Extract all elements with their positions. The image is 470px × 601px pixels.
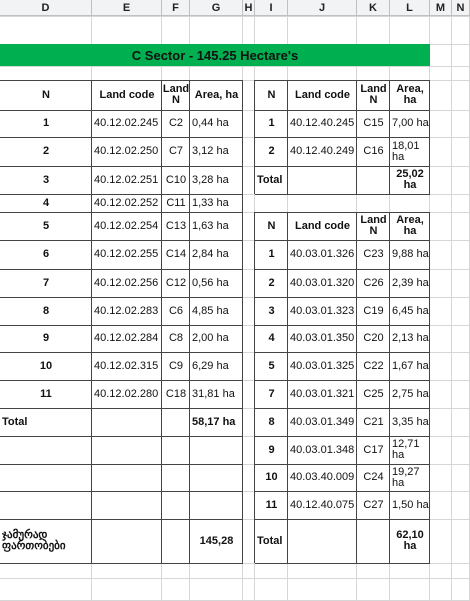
area-cell[interactable]: 2,00 ha xyxy=(192,332,229,344)
table-border xyxy=(255,137,430,138)
column-header-e[interactable]: E xyxy=(92,0,162,16)
table-border xyxy=(0,137,243,138)
total-label[interactable]: Total xyxy=(257,173,283,186)
grid-vline xyxy=(451,16,452,600)
land-n-cell[interactable]: C27 xyxy=(363,498,384,511)
area-cell[interactable]: 19,27 ha xyxy=(392,465,420,489)
land-code-cell[interactable]: 40.12.02.255 xyxy=(94,248,159,260)
table-border xyxy=(429,80,430,194)
table-border xyxy=(255,80,430,81)
area-cell[interactable]: 2,84 ha xyxy=(192,248,229,260)
land-n-cell[interactable]: C24 xyxy=(363,471,384,483)
header-land-code[interactable]: Land code xyxy=(294,219,350,232)
table-border xyxy=(255,110,430,111)
land-n-cell[interactable]: C18 xyxy=(165,387,187,400)
land-code-cell[interactable]: 40.12.02.254 xyxy=(94,219,159,232)
column-header-h[interactable]: H xyxy=(243,0,255,16)
land-code-cell[interactable]: 40.03.40.009 xyxy=(290,471,355,483)
table-border xyxy=(0,436,243,437)
land-code-cell[interactable]: 40.03.01.325 xyxy=(290,359,355,372)
land-n-cell[interactable]: C11 xyxy=(166,196,186,209)
area-cell[interactable]: 18,01 ha xyxy=(392,139,420,163)
area-cell[interactable]: 6,45 ha xyxy=(392,304,429,317)
table-border xyxy=(0,519,243,520)
row-n[interactable]: 8 xyxy=(268,415,275,428)
row-n[interactable]: 10 xyxy=(265,471,278,483)
header-land-n[interactable]: Land N xyxy=(360,214,387,237)
column-header-n[interactable]: N xyxy=(452,0,470,16)
column-header-d[interactable]: D xyxy=(0,0,92,16)
table-border xyxy=(0,80,243,81)
area-cell[interactable]: 2,39 ha xyxy=(392,276,429,289)
table-border xyxy=(255,408,430,409)
table-border xyxy=(255,519,430,520)
land-code-cell[interactable]: 40.12.40.249 xyxy=(290,145,355,157)
row-n[interactable]: 1 xyxy=(42,117,50,129)
land-n-cell[interactable]: C9 xyxy=(168,359,184,372)
total-label[interactable]: Total xyxy=(2,415,28,428)
land-code-cell[interactable]: 40.12.40.245 xyxy=(290,117,355,129)
row-n[interactable]: 2 xyxy=(268,276,275,289)
land-n-cell[interactable]: C14 xyxy=(165,248,187,260)
table-border xyxy=(91,80,92,563)
area-cell[interactable]: 3,35 ha xyxy=(392,415,429,428)
row-n[interactable]: 9 xyxy=(268,443,275,456)
land-code-cell[interactable]: 40.03.01.321 xyxy=(290,387,355,400)
area-cell[interactable]: 6,29 ha xyxy=(192,359,229,372)
land-n-cell[interactable]: C22 xyxy=(363,359,384,372)
total-value[interactable]: 58,17 ha xyxy=(192,415,236,428)
row-n[interactable]: 10 xyxy=(39,359,53,372)
table-border xyxy=(255,240,430,241)
grand-total-label[interactable]: ჯამურად ფართობები xyxy=(2,529,66,552)
row-n[interactable]: 11 xyxy=(40,387,52,400)
table-border xyxy=(429,212,430,563)
table-border xyxy=(255,563,430,564)
table-border xyxy=(287,212,288,563)
land-code-cell[interactable]: 40.12.02.283 xyxy=(94,304,159,317)
row-n[interactable]: 4 xyxy=(268,332,275,344)
table-border xyxy=(0,563,243,564)
header-n[interactable]: N xyxy=(267,88,276,101)
grid-hline xyxy=(0,66,470,67)
table-border xyxy=(242,80,243,563)
land-code-cell[interactable]: 40.03.01.349 xyxy=(290,415,355,428)
header-land-code[interactable]: Land code xyxy=(99,88,155,101)
area-cell[interactable]: 12,71 ha xyxy=(392,438,420,461)
row-n[interactable]: 11 xyxy=(265,498,278,511)
table-border xyxy=(0,380,243,381)
row-n[interactable]: 2 xyxy=(268,145,275,157)
header-land-n[interactable]: Land N xyxy=(162,83,190,106)
table-border xyxy=(255,325,430,326)
area-cell[interactable]: 3,12 ha xyxy=(192,145,229,157)
table-border xyxy=(0,408,243,409)
land-n-cell[interactable]: C8 xyxy=(168,332,184,344)
land-code-cell[interactable]: 40.03.01.348 xyxy=(290,443,355,456)
table-border xyxy=(0,194,243,195)
area-cell[interactable]: 3,28 ha xyxy=(192,173,229,186)
header-land-code[interactable]: Land code xyxy=(294,88,350,101)
land-n-cell[interactable]: C15 xyxy=(363,117,384,129)
column-header-m[interactable]: M xyxy=(430,0,452,16)
header-n[interactable]: N xyxy=(267,219,276,232)
area-cell[interactable]: 9,88 ha xyxy=(392,248,429,260)
table-border xyxy=(0,297,243,298)
table-border xyxy=(189,80,190,563)
row-n[interactable]: 2 xyxy=(42,145,50,157)
row-n[interactable]: 3 xyxy=(268,304,275,317)
table-border xyxy=(254,80,255,194)
land-n-cell[interactable]: C2 xyxy=(168,117,184,129)
land-n-cell[interactable]: C13 xyxy=(165,219,187,232)
table-border xyxy=(255,352,430,353)
row-n[interactable]: 7 xyxy=(42,276,50,289)
land-code-cell[interactable]: 40.12.02.245 xyxy=(94,117,159,129)
column-header-l[interactable]: L xyxy=(390,0,430,16)
table-border xyxy=(356,212,357,563)
table-border xyxy=(255,212,430,213)
land-n-cell[interactable]: C6 xyxy=(168,304,184,317)
row-n[interactable]: 1 xyxy=(268,117,275,129)
table-border xyxy=(389,212,390,563)
table-border xyxy=(389,80,390,194)
row-n[interactable]: 4 xyxy=(42,196,50,209)
area-cell[interactable]: 1,63 ha xyxy=(192,219,229,232)
land-code-cell[interactable]: 40.12.02.284 xyxy=(94,332,159,344)
table-border xyxy=(255,194,430,195)
area-cell[interactable]: 0,44 ha xyxy=(192,117,229,129)
land-code-cell[interactable]: 40.12.02.280 xyxy=(94,387,159,400)
column-header-j[interactable]: J xyxy=(288,0,357,16)
sector-banner[interactable]: C Sector - 145.25 Hectare's xyxy=(0,44,430,66)
area-cell[interactable]: 2,13 ha xyxy=(392,332,429,344)
column-header-i[interactable]: I xyxy=(255,0,288,16)
row-n[interactable]: 5 xyxy=(268,359,275,372)
land-code-cell[interactable]: 40.12.40.075 xyxy=(290,498,355,511)
land-code-cell[interactable]: 40.03.01.350 xyxy=(290,332,355,344)
row-n[interactable]: 9 xyxy=(42,332,50,344)
land-code-cell[interactable]: 40.12.02.315 xyxy=(94,359,159,372)
column-header-g[interactable]: G xyxy=(190,0,243,16)
land-n-cell[interactable]: C21 xyxy=(363,415,384,428)
total-value[interactable]: 25,02 ha xyxy=(396,168,424,191)
row-n[interactable]: 8 xyxy=(42,304,50,317)
land-n-cell[interactable]: C20 xyxy=(363,332,384,344)
land-n-cell[interactable]: C23 xyxy=(363,248,384,260)
land-n-cell[interactable]: C7 xyxy=(168,145,184,157)
table-border xyxy=(255,380,430,381)
table-border xyxy=(287,80,288,194)
land-n-cell[interactable]: C10 xyxy=(165,173,187,186)
table-border xyxy=(0,352,243,353)
row-n[interactable]: 1 xyxy=(268,248,275,260)
land-n-cell[interactable]: C25 xyxy=(363,387,384,400)
table-border xyxy=(0,212,243,213)
land-n-cell[interactable]: C17 xyxy=(363,443,384,456)
row-n[interactable]: 7 xyxy=(268,387,275,400)
table-border xyxy=(356,80,357,194)
land-code-cell[interactable]: 40.12.02.256 xyxy=(94,276,159,289)
land-n-cell[interactable]: C12 xyxy=(165,276,187,289)
header-area[interactable]: Area, ha xyxy=(396,214,424,237)
header-area[interactable]: Area, ha xyxy=(194,88,239,101)
land-n-cell[interactable]: C26 xyxy=(363,276,384,289)
area-cell[interactable]: 1,67 ha xyxy=(392,359,429,372)
header-n[interactable]: N xyxy=(42,88,50,101)
row-n[interactable]: 5 xyxy=(42,219,50,232)
header-area[interactable]: Area, ha xyxy=(396,83,424,106)
table-border xyxy=(255,297,430,298)
table-border xyxy=(161,80,162,563)
grid-hline xyxy=(0,16,470,17)
table-border xyxy=(0,240,243,241)
area-cell[interactable]: 7,00 ha xyxy=(392,117,429,129)
table-border xyxy=(0,464,243,465)
column-header-f[interactable]: F xyxy=(162,0,190,16)
table-border xyxy=(0,491,243,492)
area-cell[interactable]: 2,75 ha xyxy=(392,387,429,400)
table-border xyxy=(254,212,255,563)
table-border xyxy=(0,269,243,270)
area-cell[interactable]: 1,50 ha xyxy=(392,498,429,511)
row-n[interactable]: 3 xyxy=(42,173,50,186)
table-border xyxy=(0,325,243,326)
total-label[interactable]: Total xyxy=(257,534,283,547)
land-n-cell[interactable]: C19 xyxy=(363,304,384,317)
table-border xyxy=(255,269,430,270)
row-n[interactable]: 6 xyxy=(42,248,50,260)
area-cell[interactable]: 31,81 ha xyxy=(192,387,235,400)
land-code-cell[interactable]: 40.12.02.250 xyxy=(94,145,159,157)
area-cell[interactable]: 4,85 ha xyxy=(192,304,229,317)
total-value[interactable]: 62,10 ha xyxy=(396,529,424,552)
grid-hline xyxy=(0,578,470,579)
column-header-k[interactable]: K xyxy=(357,0,390,16)
land-n-cell[interactable]: C16 xyxy=(363,145,384,157)
land-code-cell[interactable]: 40.03.01.320 xyxy=(290,276,355,289)
table-border xyxy=(255,436,430,437)
table-border xyxy=(255,166,430,167)
table-border xyxy=(255,464,430,465)
area-cell[interactable]: 1,33 ha xyxy=(192,196,229,209)
land-code-cell[interactable]: 40.12.02.252 xyxy=(94,196,159,209)
land-code-cell[interactable]: 40.03.01.323 xyxy=(290,304,355,317)
land-code-cell[interactable]: 40.12.02.251 xyxy=(94,173,159,186)
grand-total-value[interactable]: 145,28 xyxy=(199,534,234,547)
table-border xyxy=(0,166,243,167)
land-code-cell[interactable]: 40.03.01.326 xyxy=(290,248,355,260)
table-border xyxy=(255,491,430,492)
area-cell[interactable]: 0,56 ha xyxy=(192,276,229,289)
table-border xyxy=(0,110,243,111)
header-land-n[interactable]: Land N xyxy=(360,83,387,106)
